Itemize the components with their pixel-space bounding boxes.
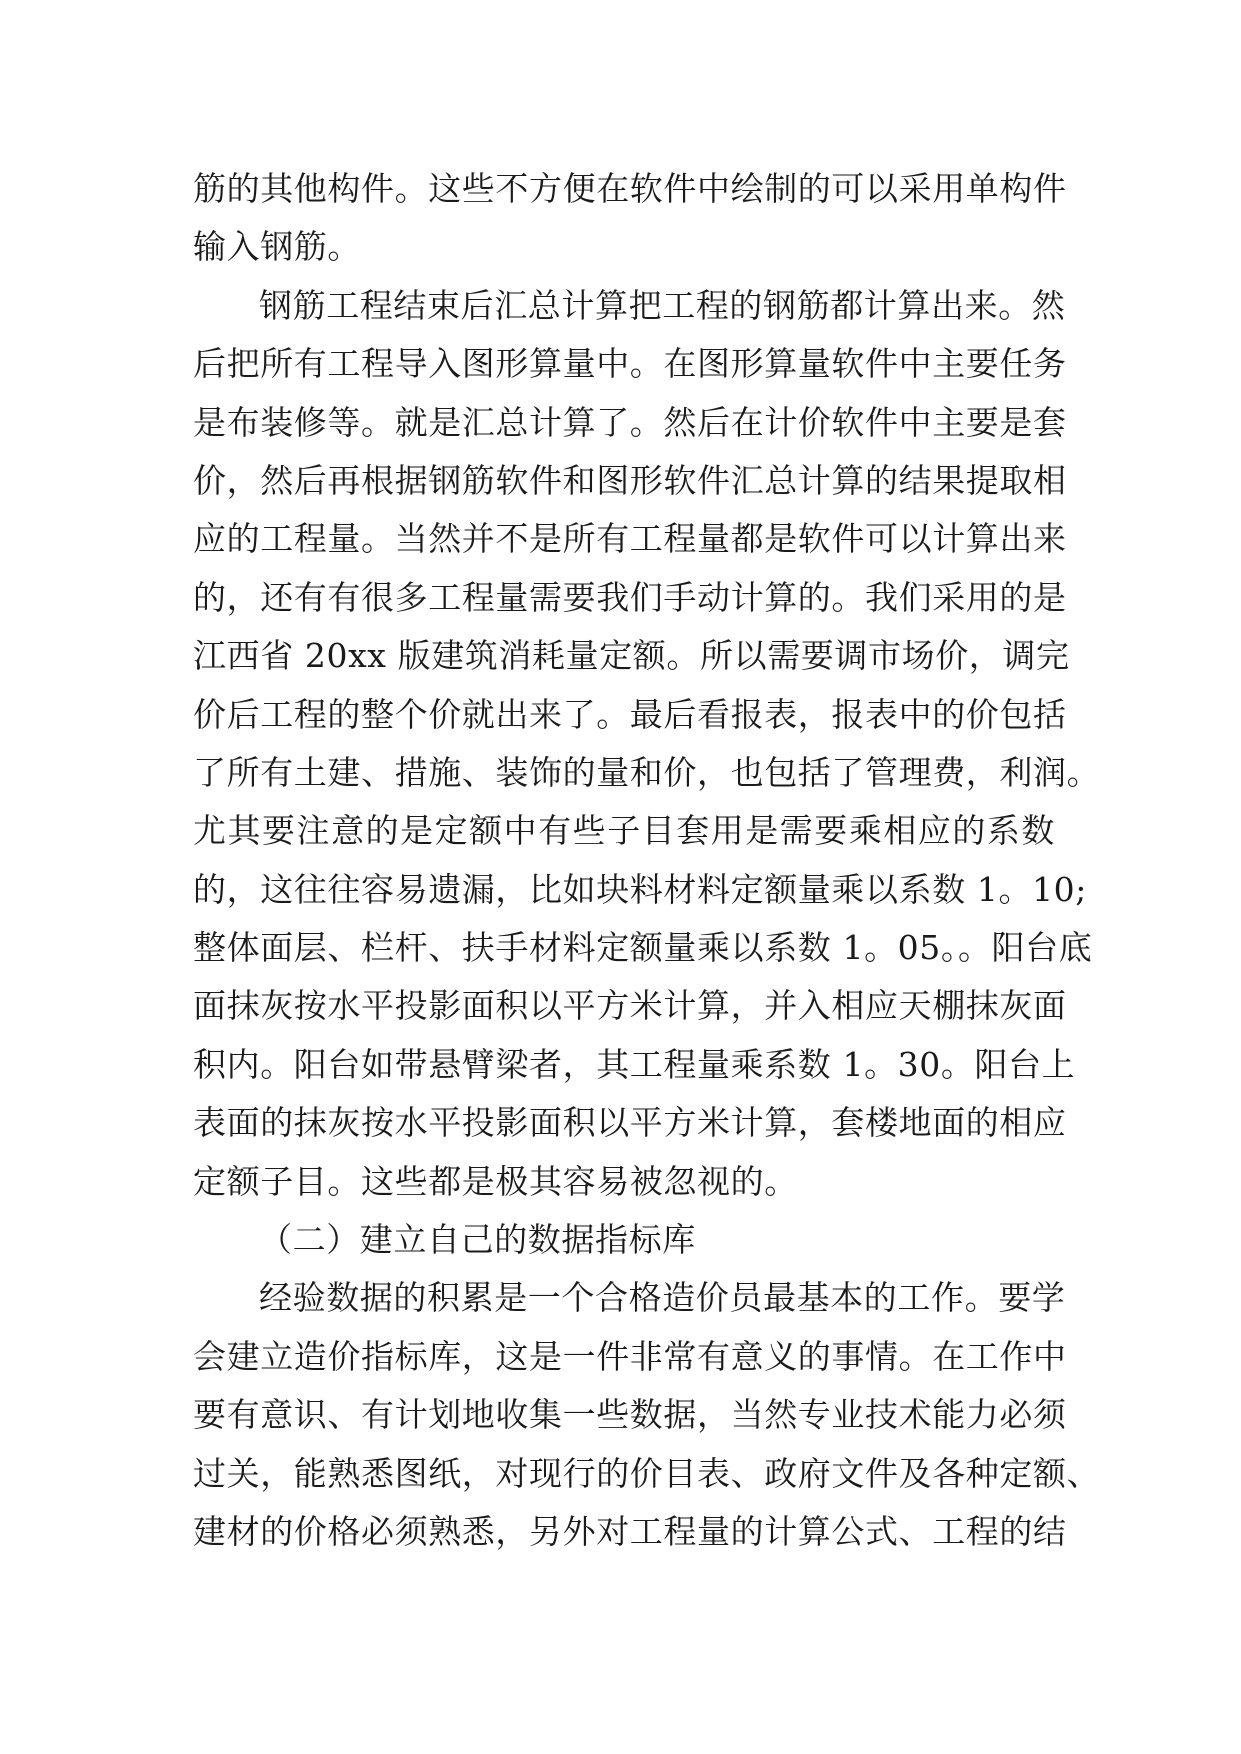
text-line: 了所有土建、措施、装饰的量和价，也包括了管理费，利润。 (193, 752, 1101, 792)
text-line: 定额子目。这些都是极其容易被忽视的。 (193, 1161, 798, 1201)
text-line: 整体面层、栏杆、扶手材料定额量乘以系数 1。05。。阳台底 (193, 928, 1093, 968)
text-line: 建材的价格必须熟悉，另外对工程量的计算公式、工程的结 (193, 1511, 1067, 1551)
text-line: 会建立造价指标库，这是一件非常有意义的事情。在工作中 (193, 1336, 1067, 1376)
text-line: 尤其要注意的是定额中有些子目套用是需要乘相应的系数 (193, 811, 1055, 851)
text-line: 价后工程的整个价就出来了。最后看报表，报表中的价包括 (193, 694, 1067, 734)
paragraph-2 (193, 277, 1101, 1211)
text-line: 过关，能熟悉图纸，对现行的价目表、政府文件及各种定额、 (193, 1453, 1101, 1493)
paragraph-3 (193, 1269, 1101, 1561)
text-line: 后把所有工程导入图形算量中。在图形算量软件中主要任务 (193, 344, 1067, 384)
section-heading: （二）建立自己的数据指标库 (259, 1220, 696, 1260)
text-line: 筋的其他构件。这些不方便在软件中绘制的可以采用单构件 (193, 169, 1067, 208)
text-line: 输入钢筋。 (193, 227, 361, 267)
text-line: 应的工程量。当然并不是所有工程量都是软件可以计算出来 (193, 519, 1067, 559)
text-line: 要有意识、有计划地收集一些数据，当然专业技术能力必须 (193, 1395, 1067, 1435)
text-line: 的，还有有很多工程量需要我们手动计算的。我们采用的是 (193, 577, 1067, 617)
text-line: 积内。阳台如带悬臂梁者，其工程量乘系数 1。30。阳台上 (193, 1044, 1076, 1084)
text-line: 江西省 20xx 版建筑消耗量定额。所以需要调市场价，调完 (193, 636, 1070, 676)
text-line: 表面的抹灰按水平投影面积以平方米计算，套楼地面的相应 (193, 1103, 1067, 1143)
text-line: 是布装修等。就是汇总计算了。然后在计价软件中主要是套 (193, 402, 1067, 442)
document-page (193, 160, 1101, 1561)
text-line: 价，然后再根据钢筋软件和图形软件汇总计算的结果提取相 (193, 460, 1067, 500)
text-line: 面抹灰按水平投影面积以平方米计算，并入相应天棚抹灰面 (193, 986, 1067, 1026)
text-line: 钢筋工程结束后汇总计算把工程的钢筋都计算出来。然 (259, 285, 1066, 325)
paragraph-1 (193, 160, 1067, 277)
text-line: 经验数据的积累是一个合格造价员最基本的工作。要学 (259, 1278, 1066, 1318)
text-line: 的，这往往容易遗漏，比如块料材料定额量乘以系数 1。10; (193, 869, 1087, 909)
